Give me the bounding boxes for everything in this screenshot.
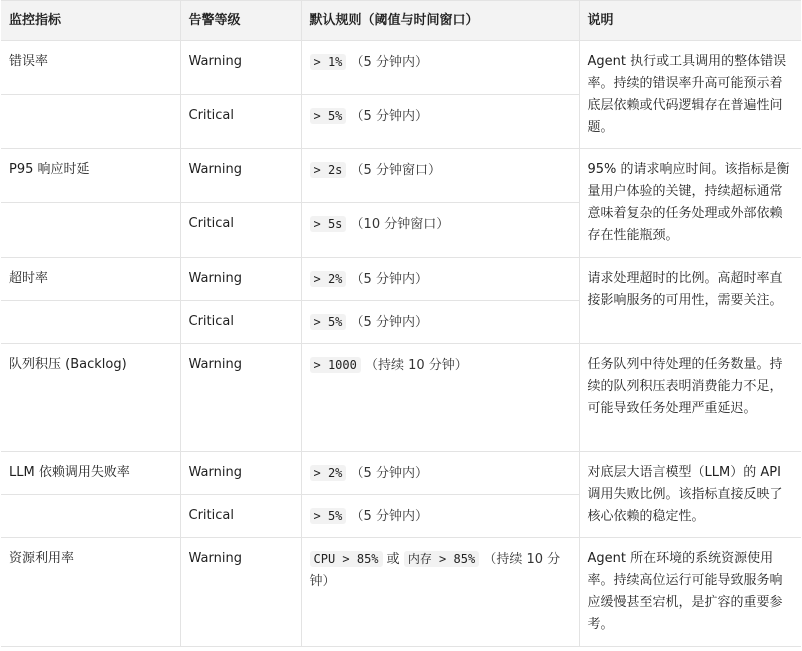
description: 对底层大语言模型（LLM）的 API 调用失败比例。该指标直接反映了核心依赖的稳定性。 bbox=[579, 452, 801, 538]
time-window: （5 分钟内） bbox=[350, 466, 428, 481]
header-rule: 默认规则（阈值与时间窗口） bbox=[301, 1, 579, 41]
metric-name: 资源利用率 bbox=[1, 538, 180, 647]
description: Agent 所在环境的系统资源使用率。持续高位运行可能导致服务响应缓慢甚至宕机，是扩容的重要参考。 bbox=[579, 538, 801, 647]
table-row bbox=[1, 41, 801, 95]
metric-name: 超时率 bbox=[1, 258, 180, 301]
rule-cell bbox=[301, 495, 579, 538]
header-metric: 监控指标 bbox=[1, 1, 180, 41]
time-window: （持续 10 分钟） bbox=[365, 358, 468, 373]
table-row bbox=[1, 344, 801, 452]
threshold-code: > 2s bbox=[310, 162, 347, 178]
description: Agent 执行或工具调用的整体错误率。持续的错误率升高可能预示着底层依赖或代码逻辑存在普遍性问题。 bbox=[579, 41, 801, 149]
description: 95% 的请求响应时间。该指标是衡量用户体验的关键，持续超标通常意味着复杂的任务处理或外部依赖存在性能瓶颈。 bbox=[579, 149, 801, 258]
time-window: （5 分钟内） bbox=[350, 109, 428, 124]
rule-cell bbox=[301, 95, 579, 149]
alert-level: Warning bbox=[180, 344, 301, 452]
alert-level: Warning bbox=[180, 258, 301, 301]
rule-cell bbox=[301, 301, 579, 344]
metric-name-empty bbox=[1, 95, 180, 149]
description: 请求处理超时的比例。高超时率直接影响服务的可用性，需要关注。 bbox=[579, 258, 801, 344]
table-row bbox=[1, 452, 801, 495]
table-header-row bbox=[1, 1, 801, 41]
threshold-code: > 1% bbox=[310, 54, 347, 70]
table-row bbox=[1, 149, 801, 203]
alert-level: Warning bbox=[180, 538, 301, 647]
metric-name: LLM 依赖调用失败率 bbox=[1, 452, 180, 495]
alert-level: Warning bbox=[180, 41, 301, 95]
rule-cell bbox=[301, 149, 579, 203]
time-window: （5 分钟窗口） bbox=[350, 163, 441, 178]
rule-cell bbox=[301, 41, 579, 95]
table-row bbox=[1, 538, 801, 647]
description: 任务队列中待处理的任务数量。持续的队列积压表明消费能力不足，可能导致任务处理严重延迟。 bbox=[579, 344, 801, 452]
threshold-code: > 5% bbox=[310, 108, 347, 124]
time-window: （5 分钟内） bbox=[350, 55, 428, 70]
rule-cell bbox=[301, 538, 579, 647]
threshold-code: CPU > 85% bbox=[310, 551, 383, 567]
time-window: （5 分钟内） bbox=[350, 272, 428, 287]
metric-name: P95 响应时延 bbox=[1, 149, 180, 203]
alert-level: Warning bbox=[180, 452, 301, 495]
rule-cell bbox=[301, 452, 579, 495]
threshold-code: > 2% bbox=[310, 465, 347, 481]
metric-name: 队列积压 (Backlog) bbox=[1, 344, 180, 452]
time-window: （持续 10 分钟） bbox=[309, 552, 561, 589]
alert-level: Critical bbox=[180, 95, 301, 149]
rule-cell bbox=[301, 258, 579, 301]
metric-name-empty bbox=[1, 495, 180, 538]
rule-cell bbox=[301, 203, 579, 258]
header-description: 说明 bbox=[579, 1, 801, 41]
alert-rules-table bbox=[1, 0, 801, 647]
rule-joiner: 或 bbox=[386, 552, 400, 567]
alert-level: Critical bbox=[180, 203, 301, 258]
header-level: 告警等级 bbox=[180, 1, 301, 41]
threshold-code: > 2% bbox=[310, 271, 347, 287]
threshold-code: > 1000 bbox=[310, 357, 361, 373]
table-row bbox=[1, 258, 801, 301]
metric-name-empty bbox=[1, 203, 180, 258]
time-window: （5 分钟内） bbox=[350, 315, 428, 330]
metric-name: 错误率 bbox=[1, 41, 180, 95]
threshold-code: > 5% bbox=[310, 508, 347, 524]
alert-level: Critical bbox=[180, 495, 301, 538]
threshold-code: 内存 > 85% bbox=[404, 551, 479, 567]
alert-level: Warning bbox=[180, 149, 301, 203]
alert-level: Critical bbox=[180, 301, 301, 344]
metric-name-empty bbox=[1, 301, 180, 344]
time-window: （5 分钟内） bbox=[350, 509, 428, 524]
threshold-code: > 5s bbox=[310, 216, 347, 232]
time-window: （10 分钟窗口） bbox=[350, 217, 450, 232]
threshold-code: > 5% bbox=[310, 314, 347, 330]
rule-cell bbox=[301, 344, 579, 452]
